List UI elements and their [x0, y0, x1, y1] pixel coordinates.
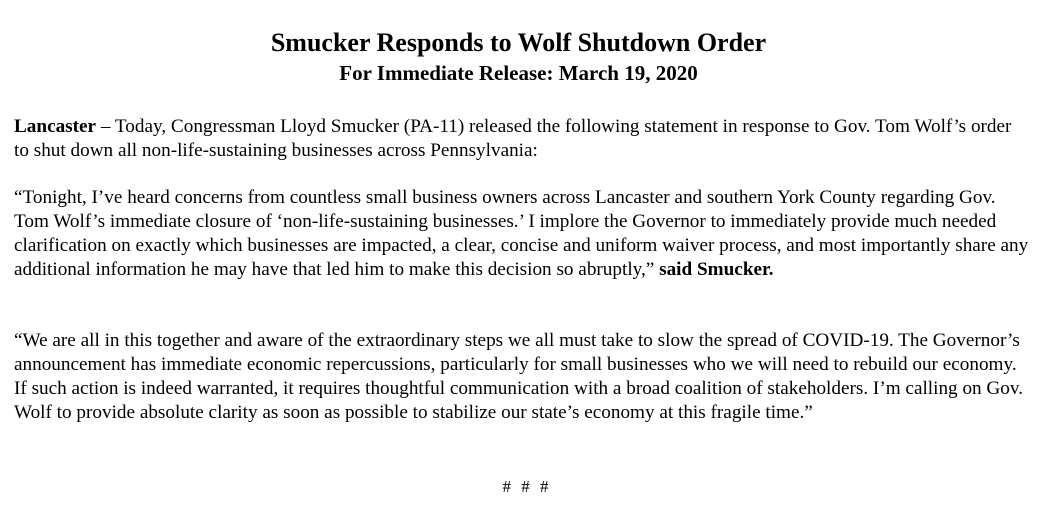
page-title: Smucker Responds to Wolf Shutdown Order: [270, 28, 767, 57]
release-date-subtitle: For Immediate Release: March 19, 2020: [339, 61, 698, 85]
quote-paragraph-2: [14, 329, 1029, 425]
quote-text-1: “Tonight, I’ve heard concerns from countless small business owners across Lancaster and southern York County regarding Gov. Tom Wolf’s immediate closure of ‘non-life-sustaining businesses.’ I implore the Governor to immediately provide much needed clarification on exactly which businesses are impacted, a clear, concise and uniform waiver process, and most importantly share any additional information he may have that led him to make this decision so abruptly,”: [14, 187, 1029, 280]
dateline: Lancaster: [14, 116, 97, 137]
intro-text: – Today, Congressman Lloyd Smucker (PA-11) released the following statement in response to Gov. Tom Wolf’s order to shut down all non-life-sustaining businesses across Pennsylvania:: [14, 116, 1012, 161]
intro-paragraph: [14, 115, 1029, 163]
quote-attribution: said Smucker.: [659, 259, 774, 280]
quote-paragraph-1: [14, 186, 1029, 282]
end-of-release-mark: # # #: [502, 477, 549, 496]
quote-text-2: “We are all in this together and aware of the extraordinary steps we all must take to slow the spread of COVID-19. The Governor’s announcement has immediate economic repercussions, particularly for small businesses who we will need to rebuild our economy. If such action is indeed warranted, it requires thoughtful communication with a broad coalition of stakeholders. I’m calling on Gov. Wolf to provide absolute clarity as soon as possible to stabilize our state’s economy at this fragile time.”: [14, 330, 1024, 423]
